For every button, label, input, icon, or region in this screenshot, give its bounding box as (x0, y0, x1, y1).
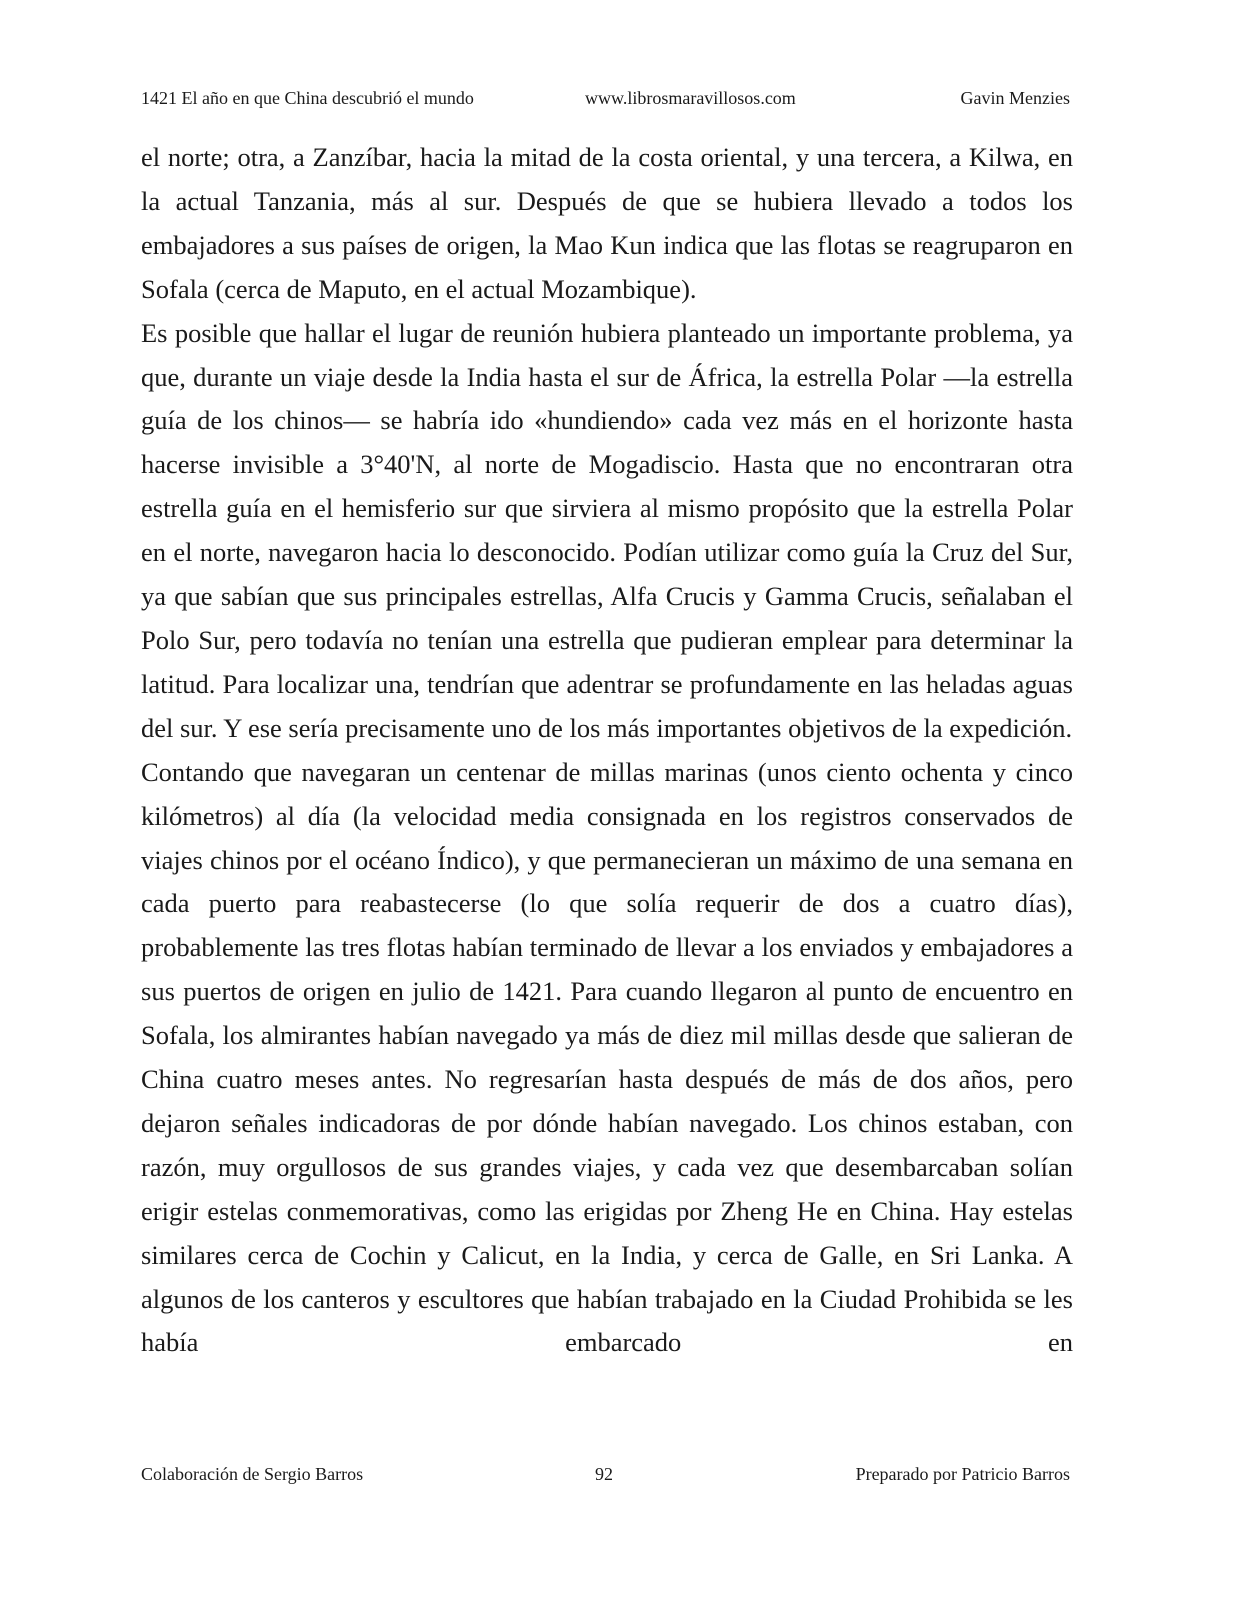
body-paragraph-2: Es posible que hallar el lugar de reunión hubiera planteado un importante problema, ya que, durante un viaje desde la India hasta el sur de África, la estrella Polar —la estrella guía de los chinos— se habría ido «hundiendo» cada vez más en el horizonte hasta hacerse invisible a 3°40'N, al norte de Mogadiscio. Hasta que no encontraran otra estrella guía en el hemisferio sur que sirviera al mismo propósito que la estrella Polar en el norte, navegaron hacia lo desconocido. Podían utilizar como guía la Cruz del Sur, ya que sabían que sus principales estrellas, Alfa Crucis y Gamma Crucis, señalaban el Polo Sur, pero todavía no tenían una estrella que pudieran emplear para determinar la latitud. Para localizar una, tendrían que adentrar se profundamente en las heladas aguas del sur. Y ese sería precisamente uno de los más importantes objetivos de la expedición. (141, 317, 1073, 743)
header-book-title: 1421 El año en que China descubrió el mundo (141, 88, 474, 108)
header-website: www.librosmaravillosos.com (585, 88, 796, 108)
footer-page-number: 92 (595, 1464, 613, 1484)
footer-collaboration: Colaboración de Sergio Barros (141, 1464, 364, 1484)
footer-prepared-by: Preparado por Patricio Barros (855, 1464, 1070, 1484)
header-author: Gavin Menzies (960, 88, 1070, 108)
page-body (141, 136, 1073, 1365)
body-paragraph-1: el norte; otra, a Zanzíbar, hacia la mitad de la costa oriental, y una tercera, a Kilwa, en la actual Tanzania, más al sur. Después de que se hubiera llevado a todos los embajadores a sus países de origen, la Mao Kun indica que las flotas se reagruparon en Sofala (cerca de Maputo, en el actual Mozambique). (141, 142, 1073, 304)
body-paragraph-3: Contando que navegaran un centenar de millas marinas (unos ciento ochenta y cinco kilómetros) al día (la velocidad media consignada en los registros conservados de viajes chinos por el océano Índico), y que permanecieran un máximo de una semana en cada puerto para reabastecerse (lo que solía requerir de dos a cuatro días), probablemente las tres flotas habían terminado de llevar a los enviados y embajadores a sus puertos de origen en julio de 1421. Para cuando llegaron al punto de encuentro en Sofala, los almirantes habían navegado ya más de diez mil millas desde que salieran de China cuatro meses antes. No regresarían hasta después de más de dos años, pero dejaron señales indicadoras de por dónde habían navegado. Los chinos estaban, con razón, muy orgullosos de sus grandes viajes, y cada vez que desembarcaban solían erigir estelas conmemorativas, como las erigidas por Zheng He en China. Hay estelas similares cerca de Cochin y Calicut, en la India, y cerca de Galle, en Sri Lanka. A algunos de los canteros y escultores que habían trabajado en la Ciudad Prohibida se les había embarcado en (141, 756, 1073, 1358)
page-header (141, 86, 1070, 110)
page-footer (141, 1462, 1070, 1486)
